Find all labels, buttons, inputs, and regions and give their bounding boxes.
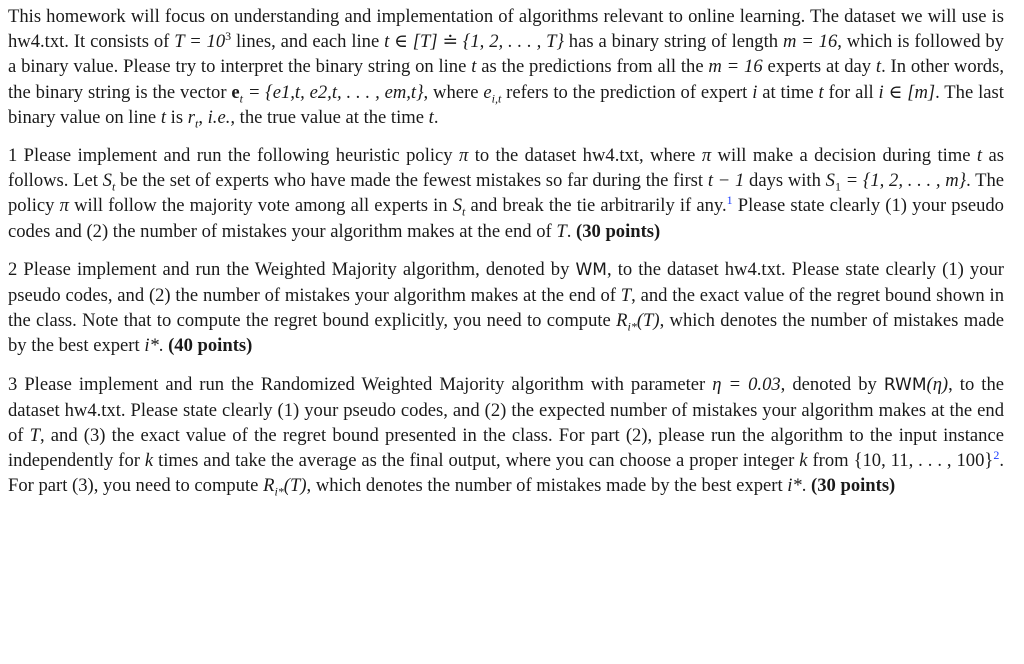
q3-text-a: 3 Please implement and run the Randomized Weighted Majority algorithm with parameter: [8, 373, 706, 395]
math-t-minus-1: t − 1: [707, 170, 745, 192]
math-t-in-T: t ∈ [T] ≐ {1, 2, . . . , T}: [384, 31, 564, 53]
question-1: [8, 143, 1004, 244]
math-vector-sub: t: [239, 91, 243, 106]
intro-text-2: lines, and each line: [236, 31, 380, 53]
intro-text-13: is: [170, 106, 184, 128]
intro-text-15: the true value at the time: [239, 106, 424, 128]
math-T: T: [29, 425, 40, 447]
q1-text-k: .: [566, 220, 572, 242]
math-T-exp: 3: [225, 29, 232, 44]
math-S1: S: [825, 170, 835, 192]
q3-text-e: times and take the average as the final output, where you can choose a proper integer: [158, 450, 795, 472]
math-T: T: [620, 285, 632, 307]
q3-text-h: , which denotes the number of mistakes made by the best expert: [306, 475, 783, 497]
math-r-sub: t: [194, 116, 199, 131]
q3-points: (30 points): [811, 475, 896, 497]
rwm-label: RWM: [883, 374, 927, 395]
intro-paragraph: [8, 4, 1004, 130]
math-S-sub: t: [111, 179, 116, 194]
math-R-arg: (T): [636, 310, 660, 332]
q2-text-d: , which denotes the number of mistakes made by the best expert: [8, 310, 1005, 357]
q1-text-i: and break the tie arbitrarily if any.: [470, 195, 727, 217]
math-t: t: [160, 106, 167, 128]
q1-text-h: will follow the majority vote among all experts in: [74, 195, 448, 217]
math-istar: i*: [144, 335, 159, 357]
footnote-1-link[interactable]: 1: [726, 193, 733, 208]
math-t: t: [471, 56, 477, 78]
math-t: t: [875, 56, 882, 78]
math-R-sub: i*: [627, 319, 637, 334]
intro-text-8: , where: [423, 81, 479, 103]
wm-label: WM: [575, 259, 607, 280]
math-R-arg: (T): [283, 475, 307, 497]
q3-text-f: from: [812, 450, 849, 472]
math-set: {10, 11, . . . , 100}: [853, 450, 994, 472]
math-rwm-arg: (η): [926, 373, 949, 395]
q1-text-j: Please state clearly (1) your pseudo codes and (2) the number of mistakes your algorithm makes at the end of: [8, 195, 1004, 242]
math-pi: π: [458, 145, 469, 167]
q2-text-a: 2 Please implement and run the Weighted Majority algorithm, denoted by: [8, 258, 570, 280]
math-m-def-2: m = 16: [708, 56, 763, 78]
q1-text-g: . The policy: [8, 170, 1005, 217]
math-T-def: T = 10: [174, 31, 226, 53]
math-eta: η = 0.03: [712, 373, 781, 395]
intro-text-4: , which is followed by a binary value. Please try to interpret the binary string on line: [8, 31, 1004, 78]
math-R-sub: i*: [274, 485, 284, 500]
q1-text-f: days with: [749, 170, 821, 192]
math-S1-sub: 1: [834, 179, 841, 194]
homework-document: [8, 4, 1004, 499]
intro-text-12: . The last binary value on line: [8, 81, 1004, 128]
math-e-sub: i,t: [491, 91, 502, 106]
math-m-def: m = 16: [782, 31, 838, 53]
math-vector-def-rest: 1,t, e2,t, . . . , em,t}: [280, 81, 424, 103]
question-3: [8, 372, 1004, 499]
math-k: k: [144, 450, 154, 472]
math-T: T: [556, 220, 567, 242]
q1-text-e: be the set of experts who have made the fewest mistakes so far during the first: [120, 170, 704, 192]
math-e: e: [483, 81, 492, 103]
math-t: t: [428, 106, 434, 128]
q1-text-a: 1 Please implement and run the following heuristic policy: [8, 145, 453, 167]
q3-text-g: . For part (3), you need to compute: [8, 450, 1004, 497]
math-i: i: [752, 81, 758, 103]
math-S-sub: t: [462, 205, 466, 220]
math-t: t: [818, 81, 824, 103]
math-t: t: [976, 145, 983, 167]
math-S: S: [102, 170, 112, 192]
math-istar: i*: [787, 475, 802, 497]
intro-text-7: . In other words, the binary string is the vector: [8, 56, 1004, 103]
math-k: k: [799, 450, 808, 472]
intro-text-1: This homework will focus on understanding and implementation of algorithms relevant to online learning. The dataset we will use is hw4.txt. It consists of: [8, 6, 1004, 53]
math-vector-e: e: [231, 81, 240, 103]
math-R: R: [616, 310, 628, 332]
q3-text-d: , and (3) the exact value of the regret bound presented in the class. For part (2), please run the algorithm to the input instance independently for: [8, 425, 1004, 472]
q1-text-d: as follows. Let: [8, 145, 1004, 192]
q2-points: (40 points): [168, 335, 253, 357]
intro-ie: i.e.,: [207, 106, 236, 128]
intro-text-5: as the predictions from all the: [481, 56, 704, 78]
math-r: r: [187, 106, 195, 128]
intro-text-10: at time: [762, 81, 814, 103]
q2-text-b: , to the dataset hw4.txt. Please state clearly (1) your pseudo codes, and (2) the number of mistakes your algorithm makes at the end of: [8, 258, 1004, 307]
math-i-in-m: i ∈ [m]: [878, 81, 936, 103]
intro-text-6: experts at day: [767, 56, 872, 78]
q1-text-c: will make a decision during time: [717, 145, 971, 167]
intro-text-16: .: [433, 106, 439, 128]
math-pi: π: [59, 195, 69, 217]
q1-text-b: to the dataset hw4.txt, where: [474, 145, 696, 167]
intro-text-3: has a binary string of length: [568, 31, 779, 53]
question-2: [8, 257, 1004, 359]
math-S: S: [452, 195, 463, 217]
q2-text-c: , and the exact value of the regret bound shown in the class. Note that to compute the regret bound explicitly, you need to compute: [8, 285, 1004, 332]
q3-text-c: , to the dataset hw4.txt. Please state clearly (1) your pseudo codes, and (2) the expected number of mistakes your algorithm makes at the end of: [8, 373, 1005, 447]
q1-points: (30 points): [576, 220, 661, 242]
math-R: R: [263, 475, 275, 497]
intro-text-14: ,: [198, 106, 203, 128]
intro-text-9: refers to the prediction of expert: [506, 81, 748, 103]
intro-text-11: for all: [828, 81, 874, 103]
q2-text-e: .: [158, 335, 164, 357]
q3-text-b: , denoted by: [780, 373, 877, 395]
math-vector-def: = {e: [247, 81, 281, 103]
q3-text-i: .: [801, 475, 807, 497]
footnote-2-link[interactable]: 2: [993, 448, 1000, 463]
math-S1-def: = {1, 2, . . . , m}: [845, 170, 967, 192]
math-pi: π: [701, 145, 712, 167]
